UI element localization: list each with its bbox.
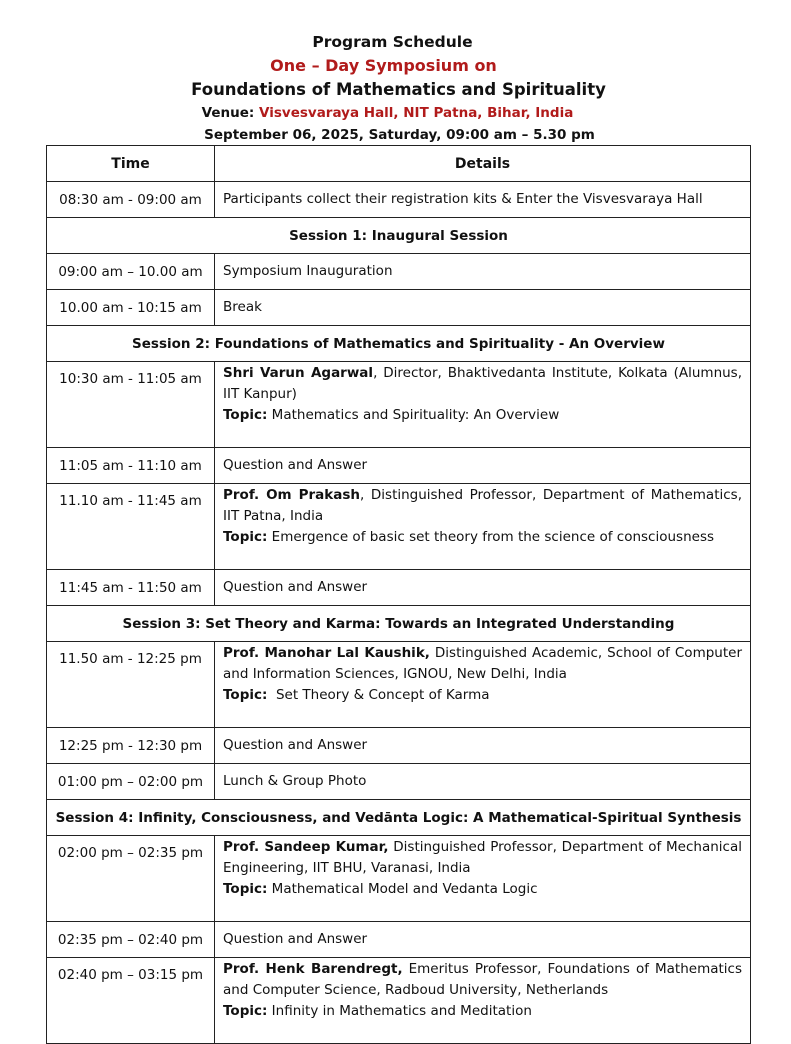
speaker-name: Prof. Henk Barendregt, [223,961,403,977]
program-title: Program Schedule [312,33,473,51]
column-header-details: Details [215,146,751,182]
schedule-table [46,145,751,1044]
details-cell [215,484,751,570]
details-cell: Question and Answer [215,728,751,764]
session-row [47,326,751,362]
details-cell [215,958,751,1044]
details-cell [215,362,751,448]
table-row [47,254,751,290]
details-cell: Break [215,290,751,326]
details-cell: Question and Answer [215,922,751,958]
table-row [47,182,751,218]
table-row [47,448,751,484]
time-cell: 11:45 am - 11:50 am [47,570,215,606]
session-heading: Session 3: Set Theory and Karma: Towards an Integrated Understanding [47,606,751,642]
details-cell: Participants collect their registration kits & Enter the Visvesvaraya Hall [215,182,751,218]
time-cell: 02:35 pm – 02:40 pm [47,922,215,958]
session-heading: Session 1: Inaugural Session [47,218,751,254]
speaker-name: Prof. Sandeep Kumar, [223,839,389,855]
topic-label: Topic: [223,1003,268,1019]
topic-label: Topic: [223,881,268,897]
speaker-name: Prof. Manohar Lal Kaushik, [223,645,430,661]
time-cell: 09:00 am – 10.00 am [47,254,215,290]
session-row [47,606,751,642]
speaker-affiliation: , Distinguished Professor, Department of Mathematics, IIT Patna, India [223,487,742,524]
time-cell: 11.50 am - 12:25 pm [47,642,215,728]
details-cell: Question and Answer [215,448,751,484]
venue-label: Venue: [201,105,255,121]
session-heading: Session 2: Foundations of Mathematics and Spirituality - An Overview [47,326,751,362]
time-cell: 02:00 pm – 02:35 pm [47,836,215,922]
table-row [47,290,751,326]
time-cell: 10:30 am - 11:05 am [47,362,215,448]
time-cell: 08:30 am - 09:00 am [47,182,215,218]
time-cell: 12:25 pm - 12:30 pm [47,728,215,764]
topic-text: Emergence of basic set theory from the science of consciousness [267,529,715,545]
table-header-row [47,146,751,182]
table-row [47,764,751,800]
topic-label: Topic: [223,407,268,423]
details-cell [215,642,751,728]
venue-line [0,102,783,124]
details-cell: Symposium Inauguration [215,254,751,290]
topic-label: Topic: [223,687,268,703]
topic-label: Topic: [223,529,268,545]
speaker-name: Shri Varun Agarwal [223,365,374,381]
speaker-name: Prof. Om Prakash [223,487,361,503]
speaker-affiliation: Distinguished Academic, School of Computer and Information Sciences, IGNOU, New Delhi, India [223,645,742,682]
time-cell: 02:40 pm – 03:15 pm [47,958,215,1044]
topic-text: Set Theory & Concept of Karma [267,687,490,703]
speaker-affiliation: , Director, Bhaktivedanta Institute, Kolkata (Alumnus, IIT Kanpur) [223,365,743,402]
talk-row [47,958,751,1044]
column-header-time: Time [47,146,215,182]
speaker-affiliation: Emeritus Professor, Foundations of Mathematics and Computer Science, Radboud University, Netherlands [223,961,742,998]
time-cell: 01:00 pm – 02:00 pm [47,764,215,800]
session-row [47,218,751,254]
table-row [47,570,751,606]
document-header [0,30,791,146]
session-heading: Session 4: Infinity, Consciousness, and Vedānta Logic: A Mathematical-Spiritual Synthesis [47,800,751,836]
session-row [47,800,751,836]
talk-row [47,642,751,728]
talk-row [47,484,751,570]
speaker-affiliation: Distinguished Professor, Department of Mechanical Engineering, IIT BHU, Varanasi, India [223,839,742,876]
date-line: September 06, 2025, Saturday, 09:00 am – 5.30 pm [204,127,595,143]
table-row [47,728,751,764]
schedule-body [47,182,751,1044]
details-cell: Question and Answer [215,570,751,606]
symposium-title: Foundations of Mathematics and Spirituality [191,80,606,99]
table-row [47,922,751,958]
time-cell: 10.00 am - 10:15 am [47,290,215,326]
topic-text: Mathematics and Spirituality: An Overview [267,407,560,423]
symposium-subtitle: One – Day Symposium on [270,56,497,75]
topic-text: Infinity in Mathematics and Meditation [267,1003,532,1019]
venue-value: Visvesvaraya Hall, NIT Patna, Bihar, India [259,105,574,121]
topic-text: Mathematical Model and Vedanta Logic [267,881,538,897]
time-cell: 11.10 am - 11:45 am [47,484,215,570]
talk-row [47,836,751,922]
details-cell [215,836,751,922]
details-cell: Lunch & Group Photo [215,764,751,800]
time-cell: 11:05 am - 11:10 am [47,448,215,484]
talk-row [47,362,751,448]
